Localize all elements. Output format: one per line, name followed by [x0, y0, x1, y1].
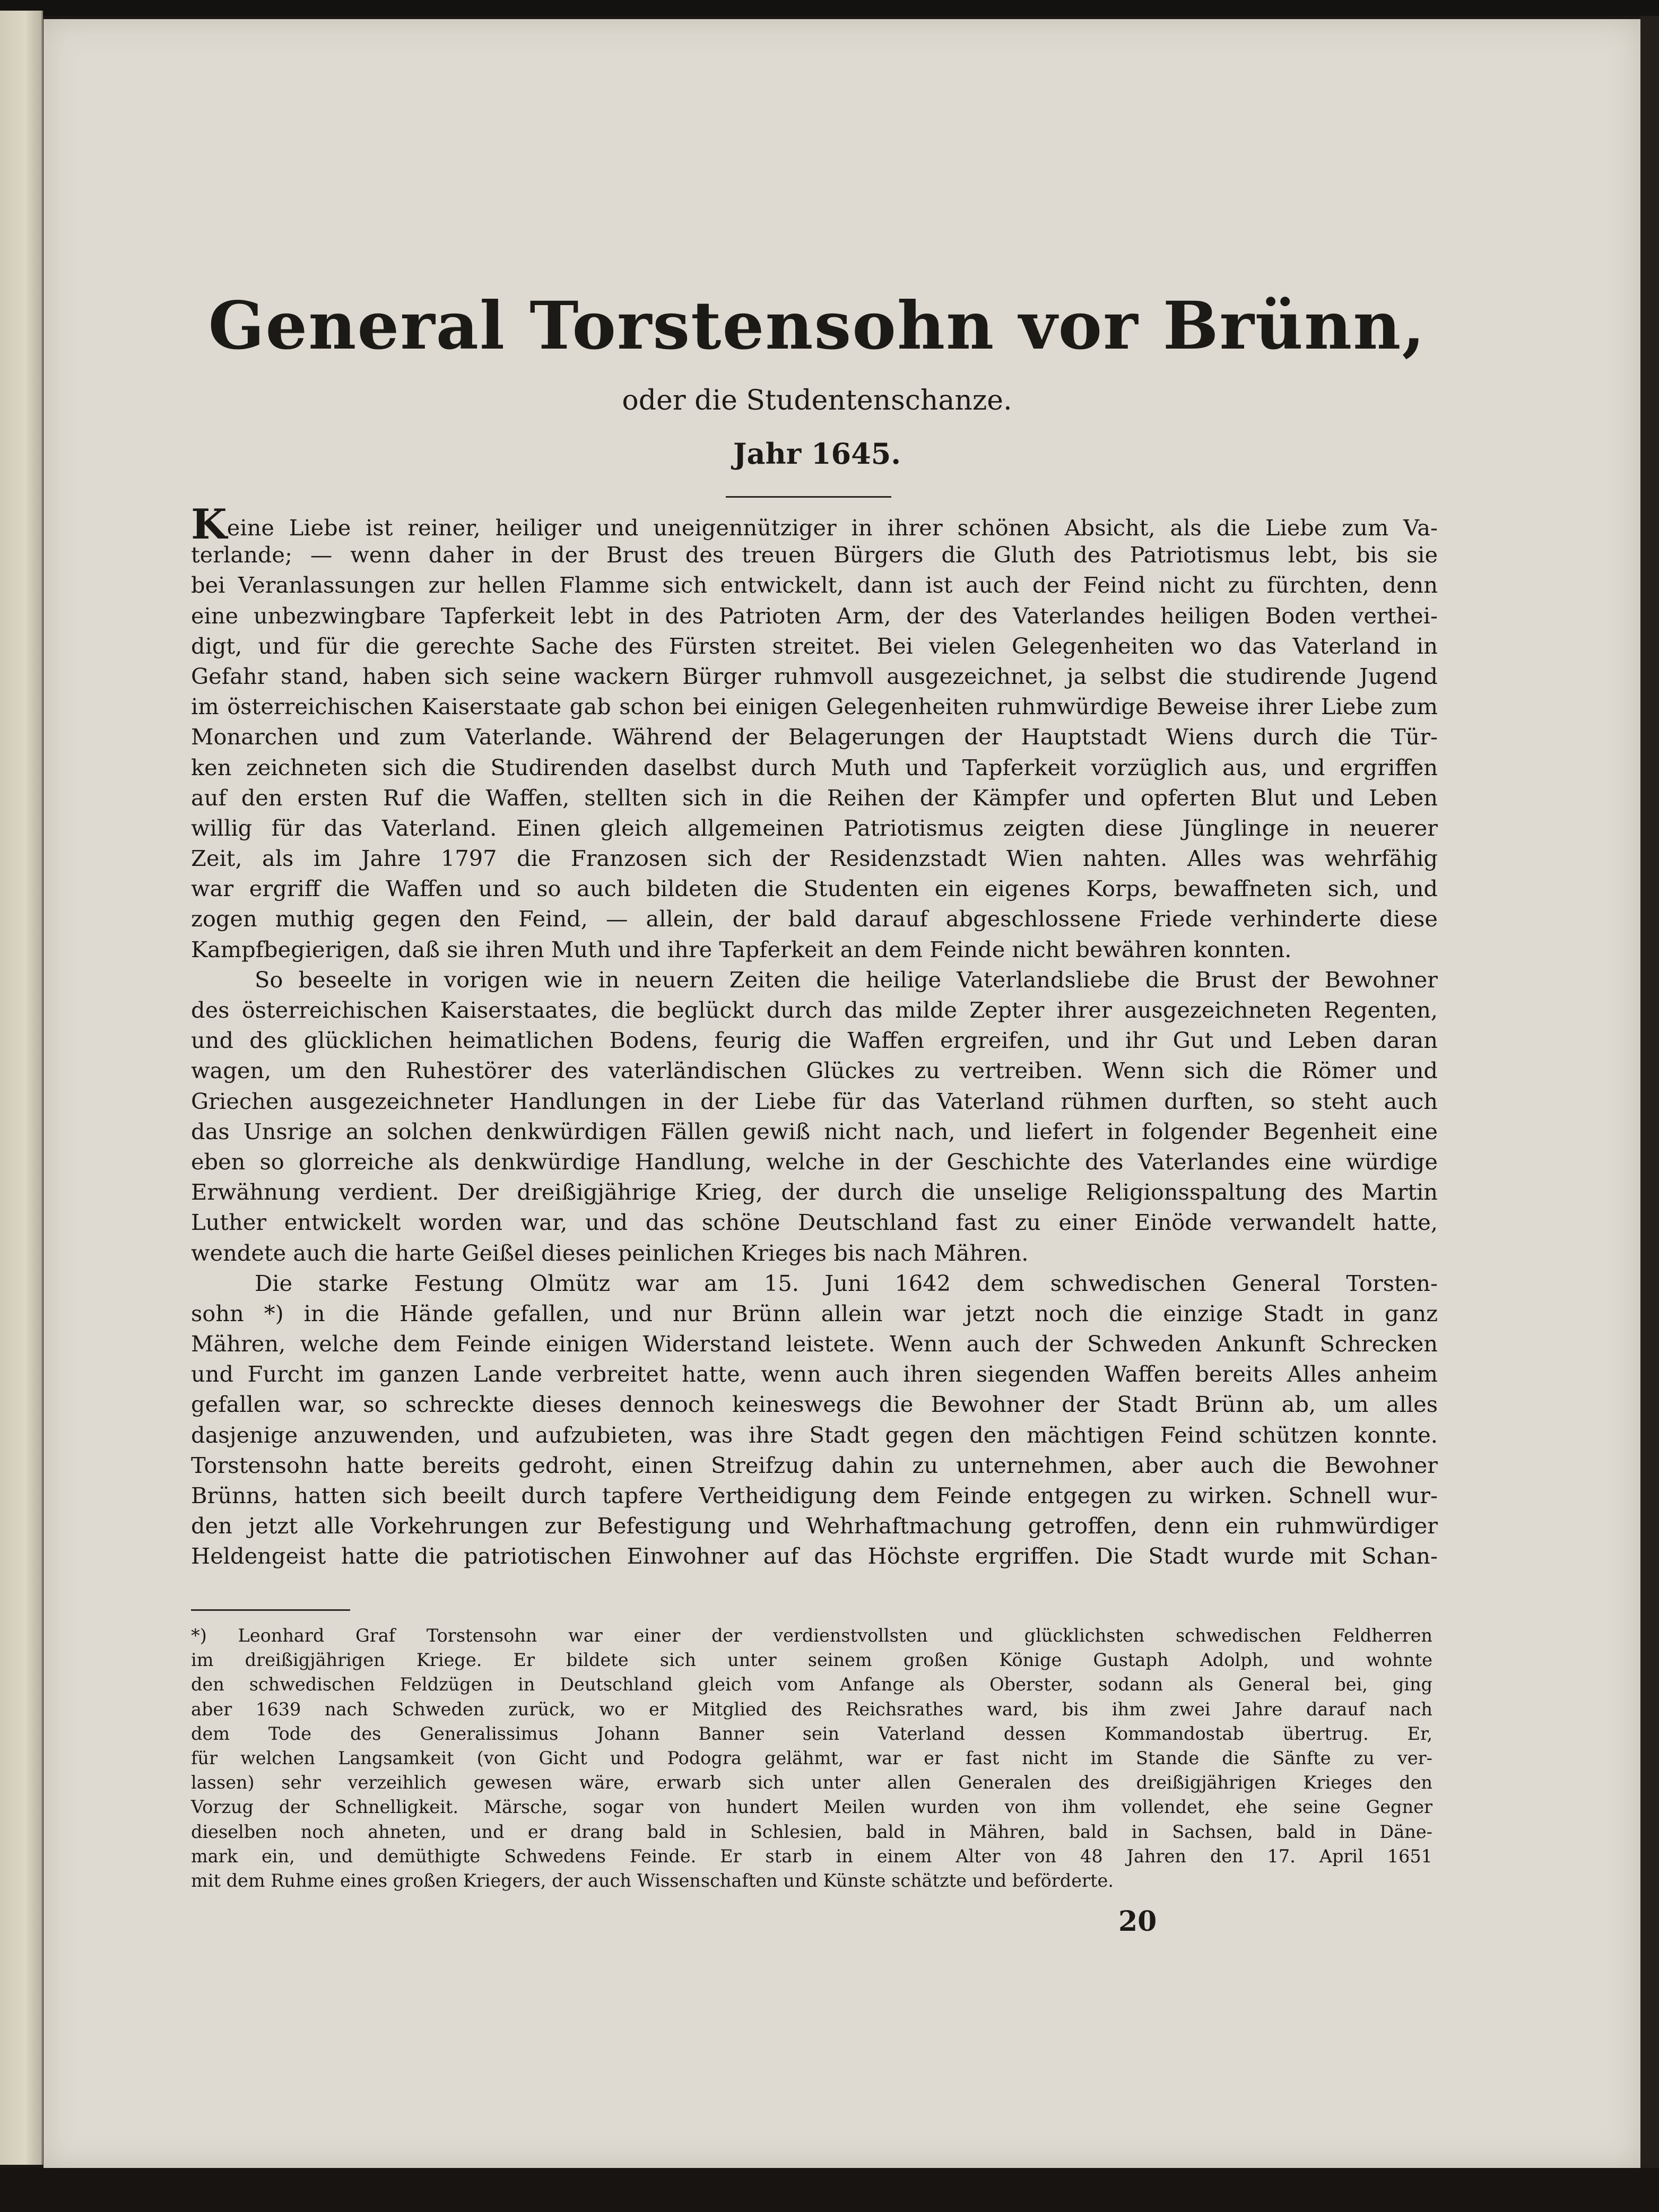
body-line: eben so glorreiche als denkwürdige Handlung, welche in der Geschichte des Vaterlandes eine würdige — [191, 1148, 1438, 1175]
body-line: Griechen ausgezeichneter Handlungen in der Liebe für das Vaterland rühmen durften, so steht auch — [191, 1088, 1438, 1114]
body-line: eine unbezwingbare Tapferkeit lebt in des Patrioten Arm, der des Vaterlandes heiligen Boden verthei- — [191, 602, 1438, 629]
body-line: dasjenige anzuwenden, und aufzubieten, was ihre Stadt gegen den mächtigen Feind schützen konnte. — [191, 1421, 1438, 1448]
body-line: Gefahr stand, haben sich seine wackern Bürger ruhmvoll ausgezeichnet, ja selbst die studirende Jugend — [191, 663, 1438, 689]
body-line: Luther entwickelt worden war, und das schöne Deutschland fast zu einer Einöde verwandelt hatte, — [191, 1209, 1438, 1236]
footnote-line: dieselben noch ahneten, und er drang bald in Schlesien, bald in Mähren, bald in Sachsen, bald in Däne- — [191, 1821, 1432, 1842]
body-line: Brünns, hatten sich beeilt durch tapfere Vertheidigung dem Feinde entgegen zu wirken. Schnell wur- — [191, 1482, 1438, 1508]
body-line: den jetzt alle Vorkehrungen zur Befestigung und Wehrhaftmachung getroffen, denn ein ruhmwürdiger — [191, 1513, 1438, 1539]
body-line: Keine Liebe ist reiner, heiliger und uneigennütziger in ihrer schönen Absicht, als die Liebe zum Va- — [191, 500, 1438, 549]
body-line: ken zeichneten sich die Studirenden daselbst durch Muth und Tapferkeit vorzüglich aus, und ergriffen — [191, 754, 1438, 780]
footnote-divider — [191, 1609, 350, 1611]
page-title: General Torstensohn vor Brünn, — [208, 288, 1426, 365]
body-line: zogen muthig gegen den Feind, — allein, der bald darauf abgeschlossene Friede verhinderte diese — [191, 906, 1438, 932]
body-line: war ergriff die Waffen und so auch bildeten die Studenten ein eigenes Korps, bewaffneten sich, und — [191, 875, 1438, 902]
scan-top-border — [0, 0, 1659, 16]
previous-page-edge — [0, 11, 43, 2165]
body-line: Monarchen und zum Vaterlande. Während der Belagerungen der Hauptstadt Wiens durch die Tür- — [191, 724, 1438, 750]
scan-right-border — [1640, 16, 1659, 2168]
scan-bottom-border — [0, 2168, 1659, 2212]
footnote-line: mit dem Ruhme eines großen Kriegers, der auch Wissenschaften und Künste schätzte und beförderte. — [191, 1870, 1114, 1891]
body-line: So beseelte in vorigen wie in neuern Zeiten die heilige Vaterlandsliebe die Brust der Bewohner — [255, 966, 1438, 993]
body-line: das Unsrige an solchen denkwürdigen Fällen gewiß nicht nach, und liefert in folgender Begenheit eine — [191, 1118, 1438, 1144]
body-line: Heldengeist hatte die patriotischen Einwohner auf das Höchste ergriffen. Die Stadt wurde mit Schan- — [191, 1543, 1438, 1569]
body-line: und des glücklichen heimatlichen Bodens, feurig die Waffen ergreifen, und ihr Gut und Leben daran — [191, 1027, 1438, 1054]
body-line: wendete auch die harte Geißel dieses peinlichen Krieges bis nach Mähren. — [191, 1239, 1029, 1266]
body-line: Zeit, als im Jahre 1797 die Franzosen sich der Residenzstadt Wien nahten. Alles was wehrfähig — [191, 845, 1438, 872]
body-line: gefallen war, so schreckte dieses dennoch keineswegs die Bewohner der Stadt Brünn ab, um alles — [191, 1391, 1438, 1418]
footnote-line: den schwedischen Feldzügen in Deutschland gleich vom Anfange als Oberster, sodann als General bei, ging — [191, 1674, 1432, 1695]
body-text — [191, 500, 1438, 1572]
footnote-line: Vorzug der Schnelligkeit. Märsche, sogar von hundert Meilen wurden von ihm vollendet, ehe seine Gegner — [191, 1797, 1432, 1818]
body-line: terlande; — wenn daher in der Brust des treuen Bürgers die Gluth des Patriotismus lebt, bis sie — [191, 542, 1438, 568]
year-heading: Jahr 1645. — [733, 437, 901, 471]
body-line: Torstensohn hatte bereits gedroht, einen Streifzug dahin zu unternehmen, aber auch die Bewohner — [191, 1452, 1438, 1478]
footnote-line: mark ein, und demüthigte Schwedens Feinde. Er starb in einem Alter von 48 Jahren den 17. April 1651 — [191, 1845, 1432, 1867]
footnote-line: aber 1639 nach Schweden zurück, wo er Mitglied des Reichsrathes ward, bis ihm zwei Jahre darauf nach — [191, 1698, 1432, 1720]
body-line: auf den ersten Ruf die Waffen, stellten sich in die Reihen der Kämpfer und opferten Blut und Leben — [191, 784, 1438, 811]
footnote-line: dem Tode des Generalissimus Johann Banner sein Vaterland dessen Kommandostab übertrug. Er, — [191, 1723, 1432, 1744]
body-line: sohn *) in die Hände gefallen, und nur Brünn allein war jetzt noch die einzige Stadt in ganz — [191, 1300, 1438, 1326]
body-line: wagen, um den Ruhestörer des vaterländischen Glückes zu vertreiben. Wenn sich die Römer und — [191, 1057, 1438, 1084]
body-line: bei Veranlassungen zur hellen Flamme sich entwickelt, dann ist auch der Feind nicht zu fürchten, denn — [191, 572, 1438, 598]
heading-divider — [726, 496, 891, 498]
body-line: willig für das Vaterland. Einen gleich allgemeinen Patriotismus zeigten diese Jünglinge in neuerer — [191, 814, 1438, 841]
drop-initial: K — [191, 500, 227, 549]
footnote — [191, 1624, 1432, 1893]
body-line: digt, und für die gerechte Sache des Fürsten streitet. Bei vielen Gelegenheiten wo das Vaterland in — [191, 632, 1438, 659]
body-line: des österreichischen Kaiserstaates, die beglückt durch das milde Zepter ihrer ausgezeichneten Regenten, — [191, 997, 1438, 1023]
footnote-line: im dreißigjährigen Kriege. Er bildete sich unter seinem großen Könige Gustaph Adolph, und wohnte — [191, 1650, 1432, 1671]
footnote-line: für welchen Langsamkeit (von Gicht und Podogra gelähmt, war er fast nicht im Stande die Sänfte zu ver- — [191, 1747, 1432, 1768]
footnote-line: *) Leonhard Graf Torstensohn war einer der verdienstvollsten und glücklichsten schwedischen Feldherren — [191, 1625, 1432, 1646]
body-line: im österreichischen Kaiserstaate gab schon bei einigen Gelegenheiten ruhmwürdige Beweise ihrer Liebe zum — [191, 693, 1438, 720]
footnote-line: lassen) sehr verzeihlich gewesen wäre, erwarb sich unter allen Generalen des dreißigjährigen Krieges den — [191, 1772, 1432, 1793]
body-line: Die starke Festung Olmütz war am 15. Juni 1642 dem schwedischen General Torsten- — [255, 1270, 1438, 1296]
page-number: 20 — [1118, 1905, 1157, 1938]
body-line: und Furcht im ganzen Lande verbreitet hatte, wenn auch ihren siegenden Waffen bereits Alles anheim — [191, 1361, 1438, 1387]
body-line: Mähren, welche dem Feinde einigen Widerstand leistete. Wenn auch der Schweden Ankunft Schrecken — [191, 1331, 1438, 1357]
body-line: Erwähnung verdient. Der dreißigjährige Krieg, der durch die unselige Religionsspaltung des Martin — [191, 1179, 1438, 1205]
body-line: Kampfbegierigen, daß sie ihren Muth und ihre Tapferkeit an dem Feinde nicht bewähren konnten. — [191, 936, 1292, 962]
page-subtitle: oder die Studentenschanze. — [622, 385, 1012, 417]
